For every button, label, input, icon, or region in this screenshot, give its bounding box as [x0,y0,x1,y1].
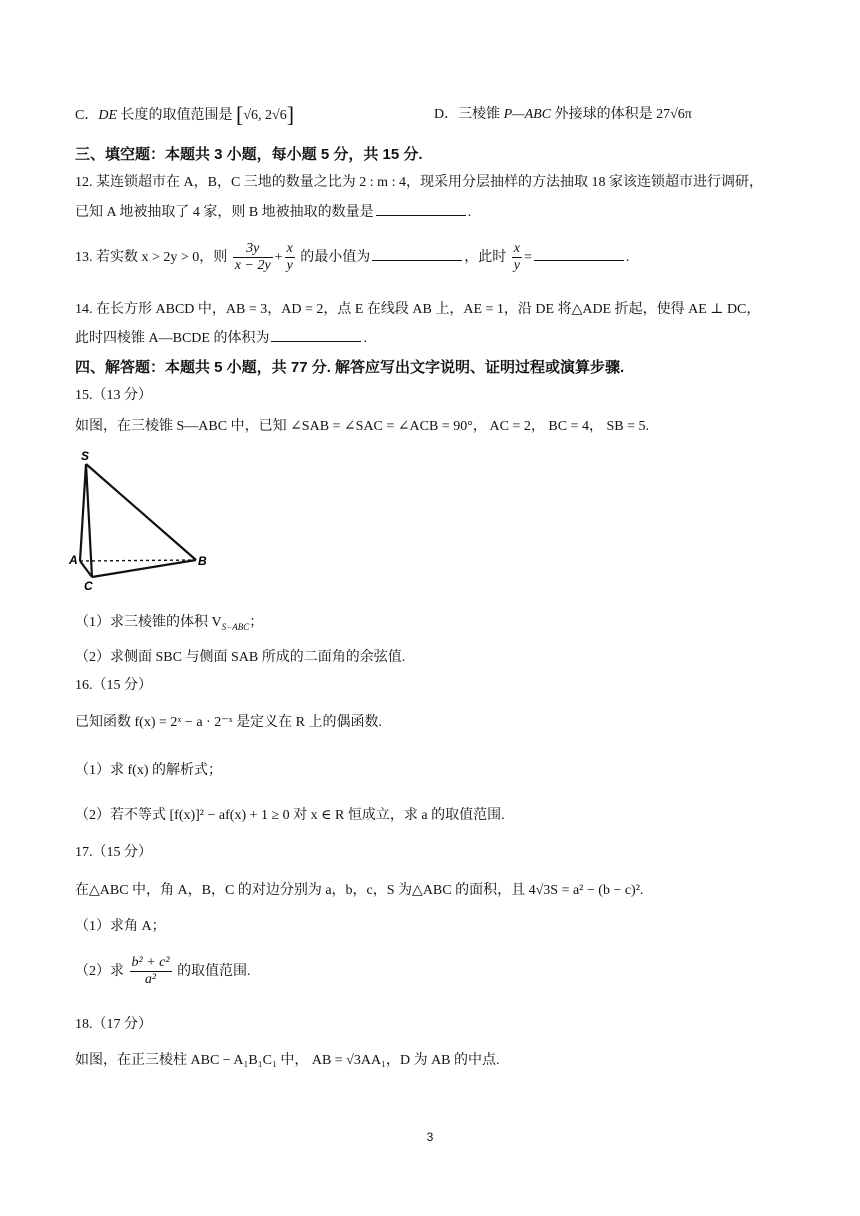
option-c: C．DE 长度的取值范围是 [√6, 2√6] [75,102,295,127]
q18-stem: 如图，在正三棱柱 ABC − A₁B₁C₁ 中， AB = √3AA₁，D 为 AB 的中点. [75,1053,500,1068]
q16-head: 16.（15 分） [75,678,152,693]
fig-label-b: B [198,554,207,568]
q14-answer-blank[interactable] [271,327,361,342]
q18-head: 18.（17 分） [75,1017,152,1032]
option-d-value: 27√6π [656,107,692,122]
q16-stem: 已知函数 f(x) = 2ˣ − a · 2⁻ˣ 是定义在 R 上的偶函数. [75,715,382,730]
q17-part2: （2）求 $\frac{\text{b² + c²}}{\text{a²}}$ 的取值范围. [75,955,251,988]
q13-frac3: $\frac{x}{y}$ [513,241,521,274]
q15-part2: （2）求侧面 SBC 与侧面 SAB 所成的二面角的余弦值. [75,650,406,665]
option-d: D．三棱锥 P—ABC 外接球的体积是 27√6π [434,107,692,122]
q13: 13. 若实数 x > 2y > 0，则 $\frac{3y}{x - 2y}$ + $\frac{x}{y}$ 的最小值为 ，此时 $\frac{x}{y}$ = . [75,241,630,274]
page-number: 3 [426,1130,434,1144]
q17-stem: 在△ABC 中，角 A，B，C 的对边分别为 a，b，c，S 为△ABC 的面积，且 4√3S = a² − (b − c)². [75,883,644,898]
fig-label-s: S [81,449,90,463]
q15-stem: 如图，在三棱锥 S—ABC 中，已知 ∠SAB = ∠SAC = ∠ACB = 90°， AC = 2， BC = 4， SB = 5. [75,419,649,434]
q17-head: 17.（15 分） [75,845,152,860]
q12-line2: 已知 A 地被抽取了 4 家，则 B 地被抽取的数量是 . [75,201,471,224]
q13-blank1[interactable] [372,246,462,261]
q12-answer-blank[interactable] [376,201,466,216]
section-3-title: 三、填空题：本题共 3 小题，每小题 5 分，共 15 分. [75,146,423,163]
q16-part1: （1）求 f(x) 的解析式； [75,763,222,778]
section-4-title: 四、解答题：本题共 5 小题，共 77 分. 解答应写出文字说明、证明过程或演算步骤. [75,359,625,376]
q14-line1: 14. 在长方形 ABCD 中，AB = 3，AD = 2，点 E 在线段 AB 上，AE = 1，沿 DE 将△ADE 折起，使得 AE ⊥ DC， [75,302,761,317]
q13-blank2[interactable] [534,246,624,261]
q15-tetrahedron-figure [64,444,224,594]
q16-part2: （2）若不等式 [f(x)]² − af(x) + 1 ≥ 0 对 x ∈ R 恒成立，求 a 的取值范围. [75,808,505,823]
fig-label-a: A [69,553,78,567]
q12-line1: 12. 某连锁超市在 A，B，C 三地的数量之比为 2 : m : 4，现采用分层抽样的方法抽取 18 家该连锁超市进行调研， [75,175,763,190]
q13-frac1: $\frac{3y}{x - 2y}$ [234,241,271,274]
q17-part1: （1）求角 A； [75,919,166,934]
q15-part1: （1）求三棱锥的体积 $V_{S-ABC}$； [75,615,264,632]
fig-label-c: C [84,579,93,593]
q15-head: 15.（13 分） [75,388,152,403]
q14-line2: 此时四棱锥 A—BCDE 的体积为 . [75,327,367,350]
option-c-range: √6, 2√6 [243,108,287,123]
q13-frac2: $\frac{x}{y}$ [286,241,293,274]
q17-fraction: $\frac{\text{b² + c²}}{\text{a²}}$ [131,955,170,988]
